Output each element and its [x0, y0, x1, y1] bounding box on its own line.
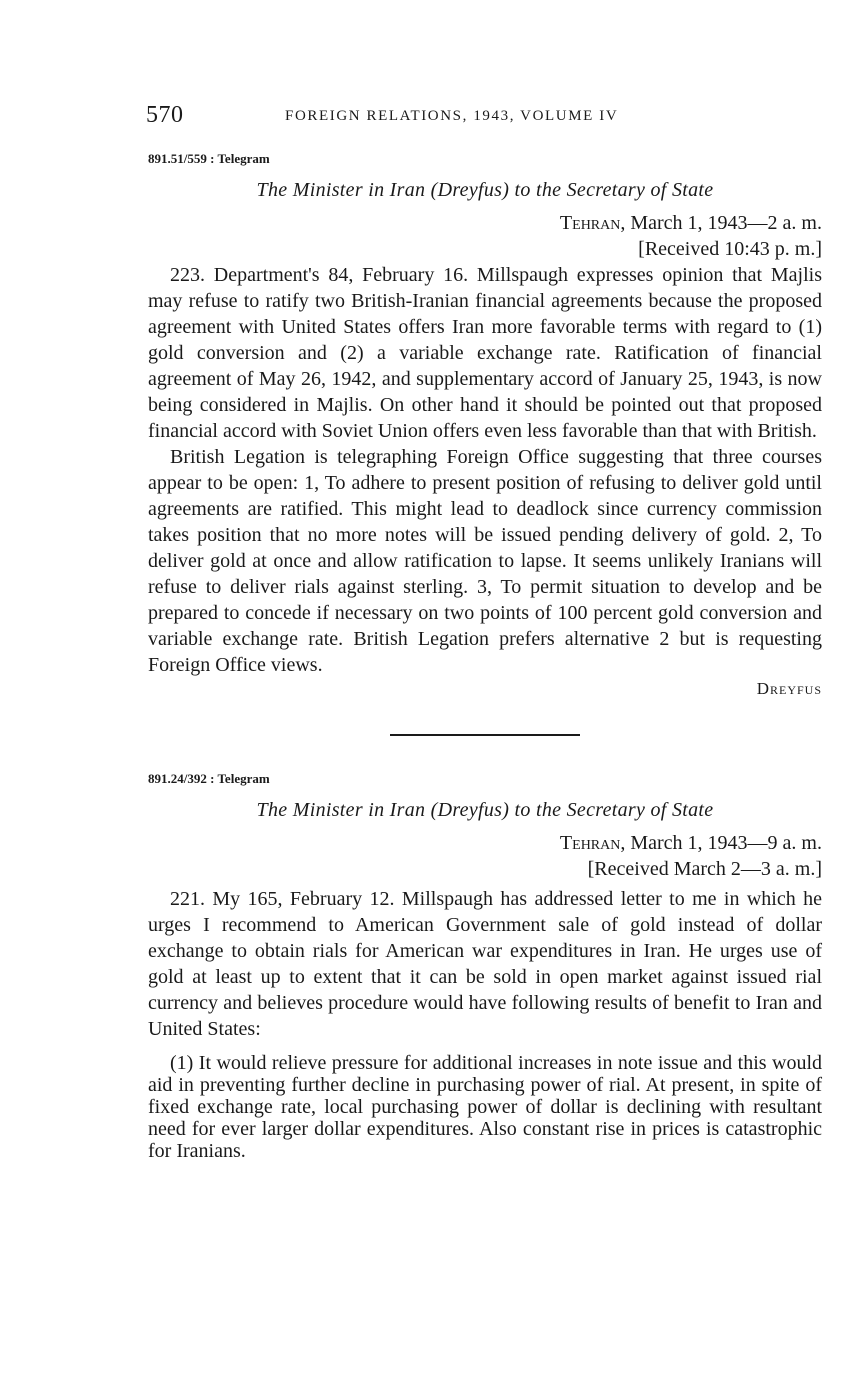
signature: Dreyfus — [756, 679, 822, 698]
sent-date-text: , March 1, 1943—2 a. m. — [620, 212, 822, 234]
document-heading: The Minister in Iran (Dreyfus) to the Secretary of State — [256, 799, 714, 821]
received-date: [Received 10:43 p. m.] — [638, 238, 822, 260]
sent-date-text: , March 1, 1943—9 a. m. — [620, 832, 822, 854]
place-name: Tehran — [559, 212, 621, 234]
body-paragraph: British Legation is telegraphing Foreign Office suggesting that three courses appear to be open: 1, To adhere to present position of refusing to deliver gold until agreements are ratified. This might lead to deadlock since currency commission takes position that no more notes will be issued pending delivery of gold. 2, To deliver gold at once and allow ratification to lapse. It seems unlikely Iranians will refuse to deliver rials against sterling. 3, To permit situation to develop and be prepared to concede if necessary on two points of 100 percent gold conversion and variable exchange rate. British Legation prefers alternative 2 but is requesting Foreign Office views. — [148, 446, 822, 676]
paragraph-gap — [148, 1042, 822, 1052]
document-heading: The Minister in Iran (Dreyfus) to the Secretary of State — [256, 179, 714, 201]
running-head — [148, 100, 822, 132]
received-date: [Received March 2—3 a. m.] — [587, 858, 822, 880]
page-number: 570 — [146, 102, 184, 128]
sent-date — [148, 830, 822, 856]
body-paragraph: 223. Department's 84, February 16. Millspaugh expresses opinion that Majlis may refuse to ratify two British-Iranian financial agreements because the proposed agreement with United States offers Iran more favorable terms with regard to (1) gold conversion and (2) a variable exchange rate. Ratification of financial agreement of May 26, 1942, and supplementary accord of January 25, 1943, is now being considered in Majlis. On other hand it should be pointed out that proposed financial accord with Soviet Union offers even less favorable than that with British. — [148, 264, 822, 442]
dateline — [148, 830, 822, 882]
section-divider — [390, 734, 580, 736]
file-reference: 891.51/559 : Telegram — [148, 151, 270, 166]
sent-date — [148, 210, 822, 236]
body-paragraph: (1) It would relieve pressure for additional increases in note issue and this would aid in preventing further decline in purchasing power of rial. At present, in spite of fixed exchange rate, local purchasing power of dollar is declining with resultant need for ever larger dollar expenditures. Also constant rise in prices is catastrophic for Iranians. — [148, 1052, 822, 1162]
telegram-section-1 — [148, 150, 822, 700]
document-page — [148, 100, 822, 1162]
body-paragraph: 221. My 165, February 12. Millspaugh has addressed letter to me in which he urges I recommend to American Government sale of gold instead of dollar exchange to obtain rials for American war expenditures in Iran. He urges use of gold at least up to extent that it can be sold in open market against issued rial currency and believes procedure would have following results of benefit to Iran and United States: — [148, 888, 822, 1040]
place-name: Tehran — [559, 832, 621, 854]
dateline — [148, 210, 822, 262]
file-reference: 891.24/392 : Telegram — [148, 771, 270, 786]
telegram-section-2 — [148, 770, 822, 1162]
running-title: FOREIGN RELATIONS, 1943, VOLUME IV — [285, 108, 619, 124]
